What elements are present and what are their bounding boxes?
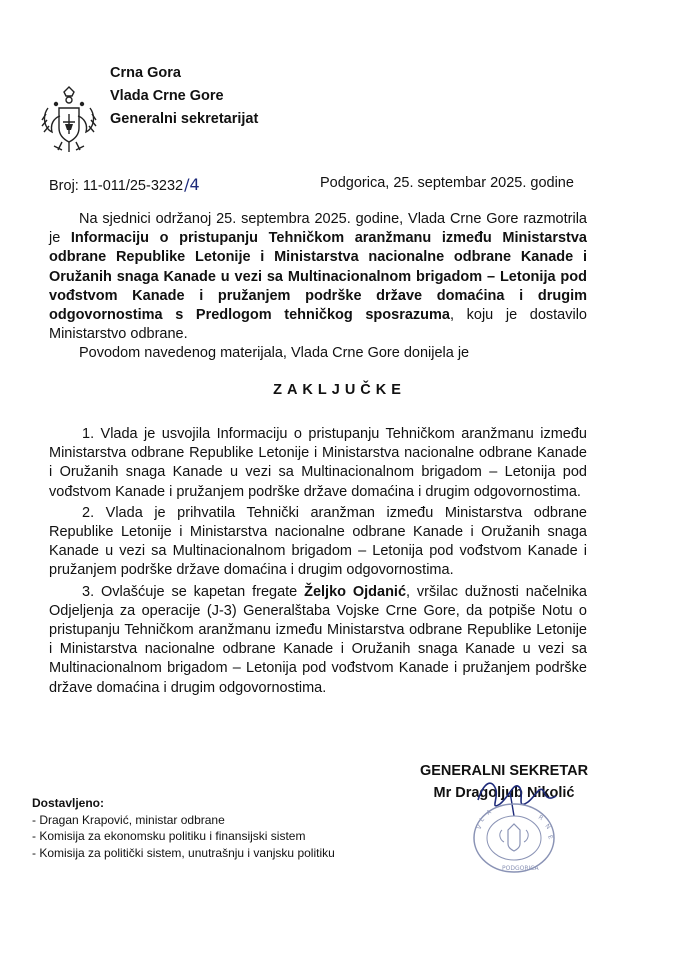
conclusion-item-3-start: 3. Ovlašćuje se kapetan fregate bbox=[82, 583, 305, 600]
svg-text:PODGORICA: PODGORICA bbox=[502, 865, 539, 872]
distribution-items bbox=[32, 812, 335, 862]
reference-number-text: Broj: 11-011/25-3232 bbox=[49, 178, 184, 194]
coat-of-arms-icon bbox=[40, 84, 98, 156]
letterhead-secretariat: Generalni sekretarijat bbox=[110, 111, 259, 127]
conclusion-item-3 bbox=[49, 583, 587, 698]
intro-paragraph-2: Povodom navedenog materijala, Vlada Crne Gore donijela je bbox=[79, 345, 470, 362]
official-seal-icon bbox=[468, 800, 560, 876]
letterhead-government: Vlada Crne Gore bbox=[110, 88, 224, 104]
signatory-name: Mr Dragoljub Nikolić bbox=[433, 785, 575, 801]
reference-handwritten-suffix: /4 bbox=[184, 175, 200, 194]
document-date: Podgorica, 25. septembar 2025. godine bbox=[320, 175, 574, 191]
letterhead bbox=[110, 62, 258, 131]
distribution-item: - Komisija za ekonomsku politiku i finansijski sistem bbox=[32, 828, 335, 845]
distribution-item: - Komisija za politički sistem, unutrašnju i vanjsku politiku bbox=[32, 845, 335, 862]
svg-text:N: N bbox=[543, 822, 552, 831]
svg-text:R: R bbox=[536, 813, 545, 823]
distribution-list bbox=[32, 795, 335, 861]
svg-text:V: V bbox=[475, 823, 484, 831]
intro-text-start: Na sjednici održanoj 25. septembra 2025. godine, Vlada Crne Gore razmotrila je bbox=[49, 211, 587, 247]
intro-paragraph bbox=[49, 210, 587, 344]
svg-text:L: L bbox=[478, 816, 486, 824]
conclusions-heading: ZAKLJUČKE bbox=[273, 382, 406, 398]
distribution-item: - Dragan Krapović, ministar odbrane bbox=[32, 812, 335, 829]
signatory-title: GENERALNI SEKRETAR bbox=[419, 763, 589, 779]
conclusions-list bbox=[49, 425, 587, 700]
conclusion-item-3-end: , vršilac dužnosti načelnika Odjeljenja za operacije (J-3) Generalštaba Vojske Crne Gore, da potpiše Notu o pristupanju Tehničkom aranžmanu između Ministarstva odbrane Republike Letonije i Ministarstva nacionalne odbrane Kanade i Oružanih snaga Kanade u vezi sa Multinacionalnom brigadom – Letonija pod vođstvom Kanade i pružanjem podrške države domaćina i drugim odgovornostima. bbox=[49, 583, 587, 696]
intro-subject-bold: Informaciju o pristupanju Tehničkom aranžmanu između Ministarstva odbrane Republike Letonije i Ministarstva nacionalne odbrane Kanade i Oružanih snaga Kanade u vezi sa Multinacionalnom brigadom – Letonija pod vođstvom Kanade i pružanjem podrške države domaćina i drugim odgovornostima s Predlogom tehničkog sposrazuma bbox=[49, 230, 587, 324]
conclusion-item-2: 2. Vlada je prihvatila Tehnički aranžman između Ministarstva odbrane Republike Letonije i Ministarstva nacionalne odbrane Kanade i Oružanih snaga Kanade u vezi sa Multinacionalnom brigadom – Letonija pod vođstvom Kanade i pružanjem podrške države domaćina i drugim odgovornostima. bbox=[49, 504, 587, 579]
conclusion-item-1: 1. Vlada je usvojila Informaciju o pristupanju Tehničkom aranžmanu između Ministarstva odbrane Republike Letonije i Ministarstva nacionalne odbrane Kanade i Oružanih snaga Kanade u vezi sa Multinacionalnom brigadom – Letonija pod vođstvom Kanade i pružanjem podrške države domaćina i drugim odgovornostima. bbox=[49, 426, 587, 500]
authorized-person-name: Željko Ojdanić bbox=[304, 583, 407, 600]
letterhead-country: Crna Gora bbox=[110, 65, 181, 81]
intro-section bbox=[49, 210, 587, 364]
svg-text:E: E bbox=[546, 834, 554, 841]
intro-text-end: , koju je dostavilo Ministarstvo odbrane. bbox=[49, 307, 588, 343]
distribution-title: Dostavljeno: bbox=[32, 796, 105, 810]
reference-number bbox=[49, 175, 200, 194]
svg-text:A: A bbox=[485, 808, 493, 817]
